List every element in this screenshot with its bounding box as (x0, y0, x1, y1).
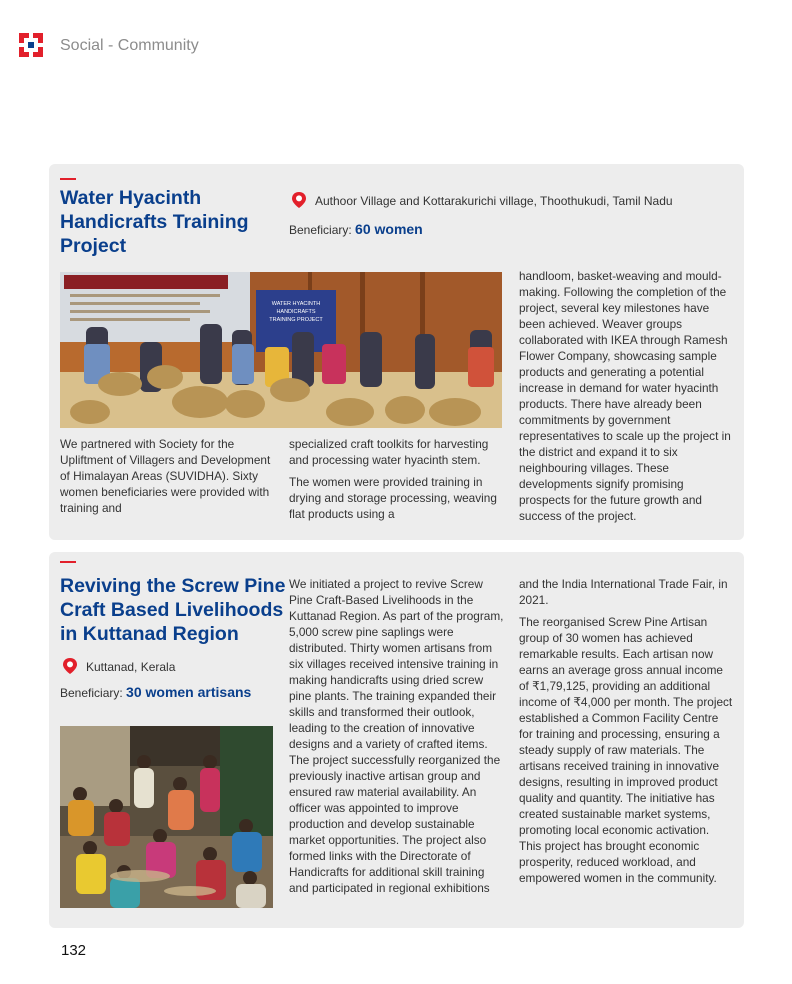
body-column-2: We initiated a project to revive Screw Pine Craft-Based Livelihoods in the Kuttanad Region. As part of the program, 5,000 screw pine saplings were distributed. Thirty women artisans from six villages received intensive training in making handicrafts using dried screw pine plants. The training expanded their skills and transformed their outlook, leading to the creation of innovative designs and a variety of crafted items. The project successfully reorganized the previously inactive artisan group and ensured raw material availability. An officer was appointed to improve production and develop sustainable market opportunities. The project also formed links with the Directorate of Handicrafts for additional skill training and participated in regional exhibitions (289, 577, 504, 895)
body-column-2: specialized craft toolkits for harvesting and processing water hyacinth stem. The women were provided training in drying and storage processing, weaving flat products using a (289, 437, 497, 521)
page-section-title: Social - Community (60, 37, 199, 54)
svg-text:HANDICRAFTS: HANDICRAFTS (276, 309, 316, 315)
brand-logo (19, 33, 43, 57)
project-card-water-hyacinth (49, 164, 744, 540)
project-title: Water Hyacinth Handicrafts Training Project (60, 187, 249, 257)
project-location: Authoor Village and Kottarakurichi village, Thoothukudi, Tamil Nadu (315, 194, 673, 208)
project-card-screw-pine (49, 552, 744, 928)
location-pin-icon (61, 657, 79, 675)
project-location: Kuttanad, Kerala (86, 660, 176, 674)
artisans-photo (60, 726, 273, 908)
beneficiary-info: Beneficiary: 30 women artisans (60, 684, 252, 700)
location-pin-icon (290, 191, 308, 209)
beneficiary-info: Beneficiary: 60 women (289, 221, 423, 237)
body-column-1: We partnered with Society for the Upliftment of Villagers and Development of Himalayan Areas (SUVIDHA). Sixty women beneficiaries were provided with training and (60, 437, 271, 515)
svg-text:WATER HYACINTH: WATER HYACINTH (271, 301, 321, 307)
project-title: Reviving the Screw Pine Craft Based Livelihoods in Kuttanad Region (60, 575, 286, 645)
body-column-3: and the India International Trade Fair, in 2021. The reorganised Screw Pine Artisan group of 30 women has achieved remarkable results. Each artisan now earns an average gross annual income of ₹1,79,125, providing an additional income of ₹4,000 per month. The project established a Common Facility Centre for training and processing, ensuring a steady supply of raw materials. The artisans received training in innovative designs, resulting in improved product quality and quantity. The initiative has created sustainable market systems, promoting local economic activation. This project has brought economic prosperity, reduced workload, and empowered women in the community. (519, 577, 733, 885)
svg-text:TRAINING PROJECT: TRAINING PROJECT (269, 317, 323, 323)
training-photo (60, 272, 502, 428)
accent-bar (60, 561, 76, 563)
page-number: 132 (61, 942, 87, 959)
accent-bar (60, 178, 76, 180)
body-column-3: handloom, basket-weaving and mould-making. Following the completion of the project, several key milestones have been achieved. Weaver groups collaborated with IKEA through Ramesh Flower Company, showcasing sample products and generating a potential increase in demand for water hyacinth products. There have already been commitments by government representatives to scale up the project in the district and expand it to six neighbouring villages. These developments signify promising prospects for the future growth and success of the project. (519, 269, 731, 523)
